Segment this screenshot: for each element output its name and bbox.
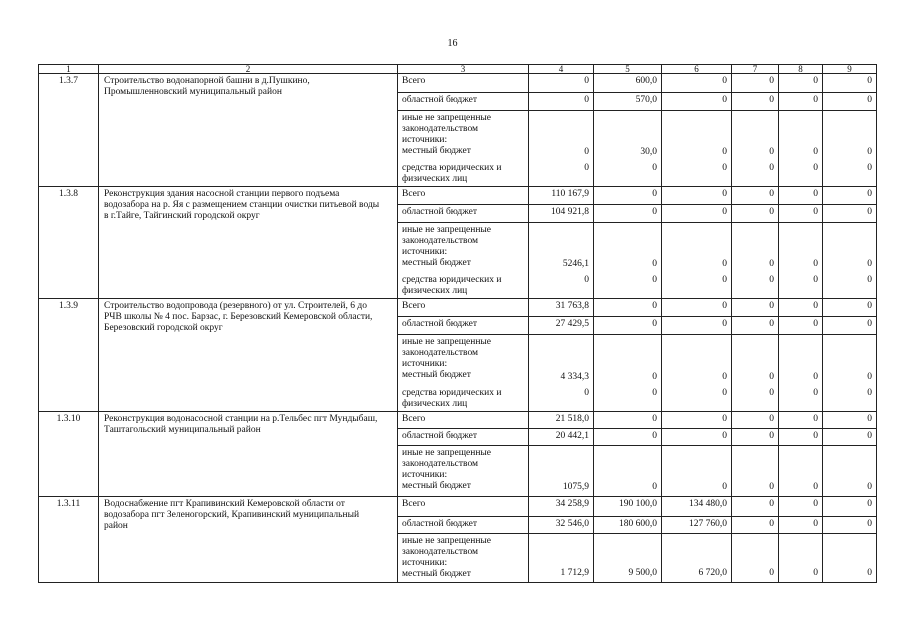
funding-source [398, 317, 529, 335]
measure-name-line: район [104, 521, 128, 531]
value-cell: 32 546,0 [529, 517, 594, 534]
row-number: 1.3.8 [39, 187, 99, 299]
value-cell: 0 [779, 299, 823, 317]
value-cell: 0 [823, 205, 877, 223]
value-cell: 127 760,0 [662, 517, 732, 534]
row-number: 1.3.9 [39, 299, 99, 412]
table-row [39, 412, 877, 429]
column-number: 7 [732, 65, 779, 74]
funding-source-line: Всего [402, 301, 426, 311]
funding-source-line: Всего [402, 499, 426, 509]
value-cell: 0 [662, 446, 732, 497]
value-cell: 27 429,5 [529, 317, 594, 335]
value-cell: 0 [594, 223, 662, 273]
funding-source-line: иные не запрещенные [402, 536, 492, 546]
value-cell: 0 [594, 412, 662, 429]
value-cell: 1075,9 [529, 446, 594, 497]
value-cell: 0 [594, 446, 662, 497]
measure-name-line: Реконструкция водонасосной станции на р.Тельбес пгт Мундыбаш, [104, 414, 378, 424]
funding-source-line: областной бюджет [402, 207, 478, 217]
funding-source-line: физических лиц [402, 285, 468, 296]
value-cell: 0 [823, 111, 877, 161]
measure-name-line: Промышленновский муниципальный район [104, 87, 282, 97]
funding-source [398, 111, 529, 161]
value-cell: 5246,1 [529, 223, 594, 273]
value-cell: 0 [732, 317, 779, 335]
value-cell: 190 100,0 [594, 497, 662, 517]
value-cell: 0 [779, 497, 823, 517]
value-cell: 0 [779, 223, 823, 273]
value-cell: 0 [779, 386, 823, 412]
value-cell: 31 763,8 [529, 299, 594, 317]
value-cell: 0 [662, 161, 732, 187]
value-cell: 0 [594, 273, 662, 299]
funding-source [398, 93, 529, 111]
value-cell: 0 [823, 161, 877, 187]
measure-name-line: Реконструкция здания насосной станции первого подъема [104, 189, 340, 199]
value-cell: 600,0 [594, 74, 662, 93]
value-cell: 0 [529, 74, 594, 93]
funding-source-line: местный бюджет [402, 258, 471, 268]
value-cell: 0 [662, 273, 732, 299]
funding-source [398, 335, 529, 386]
funding-source-line: областной бюджет [402, 431, 478, 441]
value-cell: 30,0 [594, 111, 662, 161]
funding-source [398, 429, 529, 446]
funding-source [398, 161, 529, 187]
value-cell: 0 [779, 446, 823, 497]
table-row [39, 187, 877, 205]
value-cell: 0 [823, 446, 877, 497]
value-cell: 0 [823, 273, 877, 299]
value-cell: 0 [823, 534, 877, 583]
value-cell: 0 [823, 497, 877, 517]
funding-source-line: Всего [402, 414, 426, 424]
value-cell: 0 [662, 335, 732, 386]
value-cell: 570,0 [594, 93, 662, 111]
value-cell: 0 [732, 74, 779, 93]
funding-source-line: законодательством [402, 124, 479, 134]
funding-source [398, 446, 529, 497]
value-cell: 21 518,0 [529, 412, 594, 429]
funding-source-line: областной бюджет [402, 95, 478, 105]
value-cell: 110 167,9 [529, 187, 594, 205]
measure-name [99, 74, 398, 187]
measure-name [99, 497, 398, 583]
value-cell: 6 720,0 [662, 534, 732, 583]
value-cell: 4 334,3 [529, 335, 594, 386]
value-cell: 0 [594, 317, 662, 335]
funding-source-line: физических лиц [402, 398, 468, 409]
value-cell: 0 [732, 497, 779, 517]
value-cell: 0 [662, 187, 732, 205]
value-cell: 0 [779, 205, 823, 223]
funding-source-line: областной бюджет [402, 519, 478, 529]
value-cell: 0 [662, 412, 732, 429]
value-cell: 0 [594, 429, 662, 446]
value-cell: 0 [594, 205, 662, 223]
value-cell: 0 [732, 111, 779, 161]
funding-source [398, 223, 529, 273]
funding-source [398, 205, 529, 223]
funding-source-line: иные не запрещенные [402, 337, 492, 347]
value-cell: 0 [779, 93, 823, 111]
column-number: 6 [662, 65, 732, 74]
value-cell: 0 [732, 273, 779, 299]
value-cell: 0 [662, 111, 732, 161]
value-cell: 0 [662, 93, 732, 111]
column-number: 3 [398, 65, 529, 74]
value-cell: 0 [779, 161, 823, 187]
budget-table [38, 64, 877, 583]
measure-name [99, 412, 398, 497]
table-row [39, 497, 877, 517]
measure-name-line: Строительство водонапорной башни в д.Пушкино, [104, 76, 310, 86]
measure-name-line: Строительство водопровода (резервного) от ул. Строителей, 6 до [104, 301, 367, 311]
value-cell: 0 [529, 273, 594, 299]
value-cell: 0 [594, 335, 662, 386]
funding-source-line: законодательством [402, 547, 479, 557]
value-cell: 34 258,9 [529, 497, 594, 517]
column-number: 8 [779, 65, 823, 74]
funding-source [398, 412, 529, 429]
column-number: 2 [99, 65, 398, 74]
value-cell: 0 [732, 223, 779, 273]
funding-source-line: источники: [402, 470, 448, 480]
measure-name-line: водозабора пгт Зеленогорский, Крапивинский муниципальный [104, 510, 360, 520]
funding-source [398, 497, 529, 517]
value-cell: 0 [594, 386, 662, 412]
value-cell: 0 [779, 335, 823, 386]
funding-source-line: законодательством [402, 459, 479, 469]
value-cell: 0 [779, 111, 823, 161]
value-cell: 0 [732, 446, 779, 497]
measure-name-line: водозабора на р. Яя с размещением станции очистки питьевой воды [104, 200, 380, 210]
funding-source-line: иные не запрещенные [402, 113, 492, 123]
value-cell: 0 [662, 429, 732, 446]
funding-source [398, 299, 529, 317]
value-cell: 0 [732, 412, 779, 429]
value-cell: 0 [732, 161, 779, 187]
value-cell: 0 [594, 161, 662, 187]
value-cell: 0 [823, 187, 877, 205]
page-number: 16 [447, 38, 458, 49]
measure-name-line: Водоснабжение пгт Крапивинский Кемеровской области от [104, 499, 345, 509]
table-header [39, 65, 877, 74]
value-cell: 0 [823, 335, 877, 386]
funding-source-line: законодательством [402, 236, 479, 246]
funding-source [398, 74, 529, 93]
funding-source-line: местный бюджет [402, 481, 471, 491]
value-cell: 0 [779, 74, 823, 93]
funding-source-line: областной бюджет [402, 319, 478, 329]
value-cell: 0 [662, 205, 732, 223]
funding-source [398, 534, 529, 583]
value-cell: 0 [529, 93, 594, 111]
value-cell: 134 480,0 [662, 497, 732, 517]
value-cell: 0 [779, 187, 823, 205]
value-cell: 20 442,1 [529, 429, 594, 446]
value-cell: 104 921,8 [529, 205, 594, 223]
funding-source [398, 517, 529, 534]
value-cell: 180 600,0 [594, 517, 662, 534]
value-cell: 0 [529, 386, 594, 412]
funding-source-line: источники: [402, 135, 448, 145]
value-cell: 0 [823, 412, 877, 429]
funding-source [398, 273, 529, 299]
value-cell: 0 [732, 205, 779, 223]
value-cell: 0 [779, 534, 823, 583]
value-cell: 0 [823, 74, 877, 93]
measure-name-line: Березовский городской округ [104, 323, 223, 333]
value-cell: 0 [779, 412, 823, 429]
value-cell: 9 500,0 [594, 534, 662, 583]
funding-source-line: средства юридических и [402, 274, 502, 285]
value-cell: 0 [823, 93, 877, 111]
value-cell: 0 [823, 386, 877, 412]
column-number-header [39, 65, 877, 74]
value-cell: 0 [823, 517, 877, 534]
funding-source-line: Всего [402, 76, 426, 86]
funding-source-line: местный бюджет [402, 370, 471, 380]
measure-name [99, 187, 398, 299]
funding-source-line: физических лиц [402, 173, 468, 184]
row-number: 1.3.7 [39, 74, 99, 187]
table-row [39, 74, 877, 93]
table-row [39, 299, 877, 317]
value-cell: 0 [779, 317, 823, 335]
measure-name-line: РЧВ школы № 4 пос. Барзас, г. Березовский Кемеровской области, [104, 312, 373, 322]
row-number: 1.3.10 [39, 412, 99, 497]
value-cell: 1 712,9 [529, 534, 594, 583]
funding-source-line: источники: [402, 247, 448, 257]
value-cell: 0 [732, 517, 779, 534]
value-cell: 0 [662, 299, 732, 317]
value-cell: 0 [732, 386, 779, 412]
value-cell: 0 [823, 299, 877, 317]
value-cell: 0 [529, 161, 594, 187]
funding-source [398, 386, 529, 412]
value-cell: 0 [594, 299, 662, 317]
funding-source-line: Всего [402, 189, 426, 199]
value-cell: 0 [594, 187, 662, 205]
measure-name-line: в г.Тайге, Тайгинский городской округ [104, 211, 260, 221]
table-body [39, 74, 877, 583]
value-cell: 0 [662, 317, 732, 335]
value-cell: 0 [529, 111, 594, 161]
funding-source-line: средства юридических и [402, 387, 502, 398]
value-cell: 0 [779, 429, 823, 446]
value-cell: 0 [732, 187, 779, 205]
value-cell: 0 [779, 517, 823, 534]
column-number: 4 [529, 65, 594, 74]
funding-source-line: средства юридических и [402, 162, 502, 173]
funding-source-line: источники: [402, 359, 448, 369]
funding-source-line: местный бюджет [402, 146, 471, 156]
value-cell: 0 [732, 534, 779, 583]
value-cell: 0 [732, 335, 779, 386]
value-cell: 0 [732, 299, 779, 317]
column-number: 1 [39, 65, 99, 74]
value-cell: 0 [823, 317, 877, 335]
column-number: 9 [823, 65, 877, 74]
funding-source-line: иные не запрещенные [402, 448, 492, 458]
row-number: 1.3.11 [39, 497, 99, 583]
column-number: 5 [594, 65, 662, 74]
measure-name-line: Таштагольский муниципальный район [104, 425, 261, 435]
value-cell: 0 [779, 273, 823, 299]
funding-source-line: местный бюджет [402, 569, 471, 579]
funding-source [398, 187, 529, 205]
measure-name [99, 299, 398, 412]
value-cell: 0 [662, 74, 732, 93]
value-cell: 0 [823, 223, 877, 273]
funding-source-line: иные не запрещенные [402, 225, 492, 235]
value-cell: 0 [662, 223, 732, 273]
value-cell: 0 [823, 429, 877, 446]
funding-source-line: законодательством [402, 348, 479, 358]
funding-source-line: источники: [402, 558, 448, 568]
value-cell: 0 [732, 429, 779, 446]
value-cell: 0 [662, 386, 732, 412]
value-cell: 0 [732, 93, 779, 111]
